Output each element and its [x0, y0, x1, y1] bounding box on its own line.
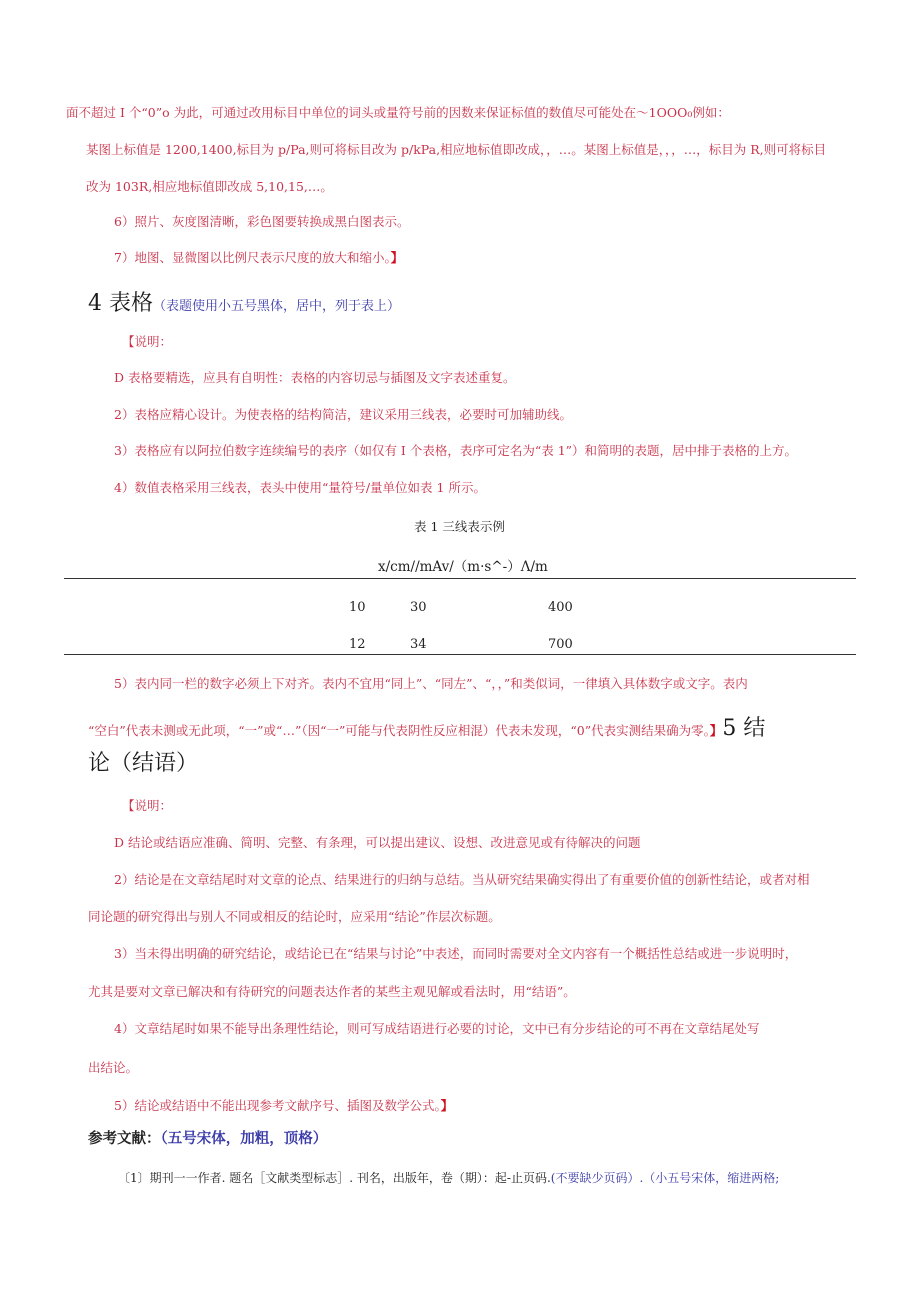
section-4-explain: 【说明： — [122, 334, 173, 349]
table-note-end: 】 — [709, 723, 723, 738]
table-note-line-2 — [88, 715, 765, 743]
table-caption: 表 1 三线表示例 — [414, 519, 505, 534]
reference-1-text: 〔1〕期刊一一作者. 题名［文献类型标志］. 刊名，出版年，卷（期）：起-止页码. — [118, 1171, 551, 1185]
intro-item-7-end: 】 — [390, 250, 404, 265]
references-title-note: （五号宋体，加粗，顶格） — [160, 1130, 328, 1147]
section-5-explain: 【说明： — [122, 798, 173, 813]
section-5-item-2-line-1: 2）结论是在文章结尾时对文章的论点、结果进行的归纳与总结。当从研究结果确实得出了有重要价值的创新性结论，或者对相 — [114, 872, 810, 887]
intro-item-7-text: 7）地图、显微图以比例尺表示尺度的放大和缩小。 — [114, 250, 391, 265]
table-cell: 400 — [548, 600, 573, 615]
intro-item-6: 6）照片、灰度图清晰，彩色图要转换成黑白图表示。 — [114, 214, 410, 229]
section-5-title-part-2: 论（结语） — [88, 751, 199, 776]
section-5-item-5 — [114, 1097, 453, 1115]
section-5-title-part-1: 5 结 — [722, 716, 766, 741]
section-5-item-3-line-1: 3）当未得出明确的研究结论，或结论已在“结果与讨论”中表述，而同时需要对全文内容有一个概括性总结或进一步说明时， — [114, 946, 798, 961]
section-4-item-4: 4）数值表格采用三线表，表头中使用“量符号/量单位如表 1 所示。 — [114, 480, 486, 495]
section-5-item-5-text: 5）结论或结语中不能出现参考文献序号、插图及数学公式。 — [114, 1098, 441, 1113]
table-top-rule — [64, 578, 856, 579]
section-5-item-4-line-2: 出结论。 — [88, 1060, 139, 1075]
table-header: x/cm//mAv/（m·s^-）Λ/m — [378, 559, 548, 575]
section-4-heading — [88, 290, 400, 318]
section-5-item-5-end: 】 — [440, 1098, 454, 1113]
section-4-item-1: D 表格要精选，应具有自明性：表格的内容切忌与插图及文字表述重复。 — [114, 370, 516, 385]
intro-line-2: 某图上标值是 1200,1400,标目为 p/Pa,则可将标目改为 p/kPa,相应地标值即改成，，…。某图上标值是，，，…，标目为 R,则可将标目 — [86, 142, 827, 157]
table-cell: 30 — [410, 600, 427, 615]
reference-1-note-2: .（小五号宋体，缩进两格; — [639, 1171, 780, 1185]
table-cell: 12 — [349, 637, 366, 652]
section-4-title: 4 表格 — [88, 291, 153, 316]
intro-line-3: 改为 103R,相应地标值即改成 5,10,15,…。 — [86, 179, 333, 194]
intro-item-7 — [114, 249, 403, 267]
intro-line-1: 面不超过 I 个“0”o 为此，可通过改用标目中单位的词头或量符号前的因数来保证标值的数值尽可能处在～1OOO₀例如： — [66, 105, 730, 120]
table-cell: 10 — [349, 600, 366, 615]
references-title: 参考文献： — [88, 1130, 161, 1147]
section-4-note: （表题使用小五号黑体，居中，列于表上） — [153, 299, 401, 314]
section-5-item-2-line-2: 同论题的研究得出与别人不同或相反的结论时，应采用“结论”作层次标题。 — [88, 909, 501, 924]
reference-1 — [118, 1169, 779, 1187]
references-heading — [88, 1130, 327, 1148]
table-cell: 700 — [548, 637, 573, 652]
section-4-item-3: 3）表格应有以阿拉伯数字连续编号的表序（如仅有 I 个表格，表序可定名为“表 1”）和简明的表题，居中排于表格的上方。 — [114, 443, 798, 458]
section-5-item-4-line-1: 4）文章结尾时如果不能导出条理性结论，则可写成结语进行必要的讨论，文中已有分步结论的可不再在文章结尾处写 — [114, 1021, 760, 1036]
reference-1-note-1: (不要缺少页码） — [550, 1171, 640, 1185]
table-bottom-rule — [64, 654, 856, 655]
table-note-line-1: 5）表内同一栏的数字必须上下对齐。表内不宜用“同上”、“同左”、“，，”和类似词，一律填入具体数字或文字。表内 — [114, 676, 748, 691]
section-5-item-1: D 结论或结语应准确、简明、完整、有条理，可以提出建议、设想、改进意见或有待解决的问题 — [114, 835, 641, 850]
table-cell: 34 — [410, 637, 427, 652]
section-5-item-3-line-2: 尤其是要对文章已解决和有待研究的问题表达作者的某些主观见解或看法时，用“结语”。 — [88, 984, 576, 999]
section-4-item-2: 2）表格应精心设计。为使表格的结构简洁，建议采用三线表，必要时可加辅助线。 — [114, 407, 572, 422]
table-note-line-2-text: “空白”代表未测或无此项，“一”或“…”（因“一”可能与代表阴性反应相混）代表未发现，“0”代表实测结果确为零。 — [88, 723, 710, 738]
